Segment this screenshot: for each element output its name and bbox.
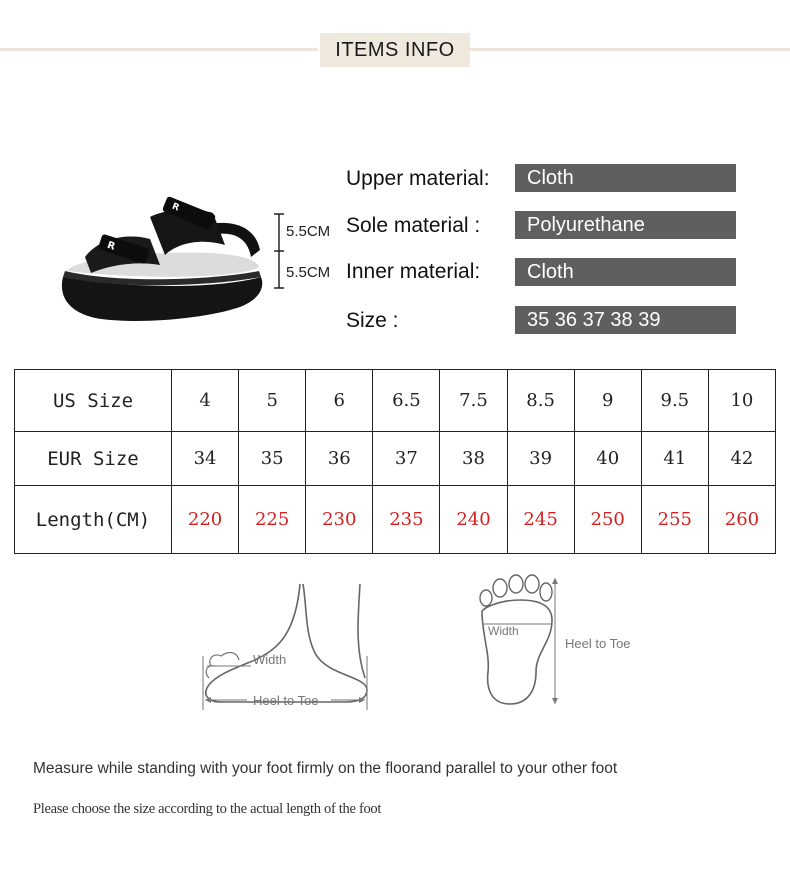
table-cell: 41: [641, 432, 708, 486]
size-value: 35 36 37 38 39: [515, 306, 736, 334]
table-cell: 38: [440, 432, 507, 486]
table-cell: 7.5: [440, 370, 507, 432]
sole-height-label: 5.5CM: [286, 264, 331, 281]
side-width-label: Width: [253, 652, 287, 667]
table-cell: 39: [507, 432, 574, 486]
eur-size-header: EUR Size: [15, 432, 172, 486]
inner-material-value: Cloth: [515, 258, 736, 286]
size-chart-table: [14, 369, 776, 554]
svg-text:R: R: [170, 201, 181, 214]
table-cell: 9: [574, 370, 641, 432]
sole-material-value: Polyurethane: [515, 211, 736, 239]
sole-material-label: Sole material :: [346, 214, 481, 237]
table-cell: 250: [574, 486, 641, 554]
section-title: ITEMS INFO: [320, 33, 470, 67]
table-row: [15, 370, 776, 432]
sole-width-label: Width: [488, 624, 519, 638]
table-cell: 4: [172, 370, 239, 432]
table-cell: 40: [574, 432, 641, 486]
sole-length-label: Heel to Toe: [565, 636, 631, 651]
table-row: [15, 432, 776, 486]
table-cell: 240: [440, 486, 507, 554]
upper-height-label: 5.5CM: [286, 223, 331, 240]
dimension-markers: [272, 212, 342, 292]
table-cell: 230: [306, 486, 373, 554]
table-cell: 245: [507, 486, 574, 554]
table-cell: 10: [708, 370, 775, 432]
table-cell: 225: [239, 486, 306, 554]
length-header: Length(CM): [15, 486, 172, 554]
inner-material-label: Inner material:: [346, 260, 481, 283]
foot-sole-diagram: [470, 572, 650, 712]
us-size-header: US Size: [15, 370, 172, 432]
table-cell: 42: [708, 432, 775, 486]
table-cell: 9.5: [641, 370, 708, 432]
table-cell: 260: [708, 486, 775, 554]
table-cell: 6.5: [373, 370, 440, 432]
size-instruction: Please choose the size according to the actual length of the foot: [33, 801, 382, 817]
table-row: [15, 486, 776, 554]
table-cell: 36: [306, 432, 373, 486]
header-line-left: [0, 48, 318, 51]
foot-side-diagram: [195, 578, 385, 718]
table-cell: 34: [172, 432, 239, 486]
table-cell: 5: [239, 370, 306, 432]
upper-material-label: Upper material:: [346, 167, 490, 190]
sandal-image: [55, 195, 270, 325]
dimension-bracket-icon: [272, 212, 286, 292]
table-cell: 220: [172, 486, 239, 554]
measure-instruction: Measure while standing with your foot firmly on the floorand parallel to your other foot: [33, 760, 618, 777]
table-cell: 6: [306, 370, 373, 432]
table-cell: 37: [373, 432, 440, 486]
table-cell: 235: [373, 486, 440, 554]
header-line-right: [470, 48, 790, 51]
table-cell: 255: [641, 486, 708, 554]
table-cell: 35: [239, 432, 306, 486]
upper-material-value: Cloth: [515, 164, 736, 192]
side-length-label: Heel to Toe: [253, 693, 319, 708]
table-cell: 8.5: [507, 370, 574, 432]
size-label: Size :: [346, 309, 399, 332]
svg-text:R: R: [105, 239, 117, 253]
